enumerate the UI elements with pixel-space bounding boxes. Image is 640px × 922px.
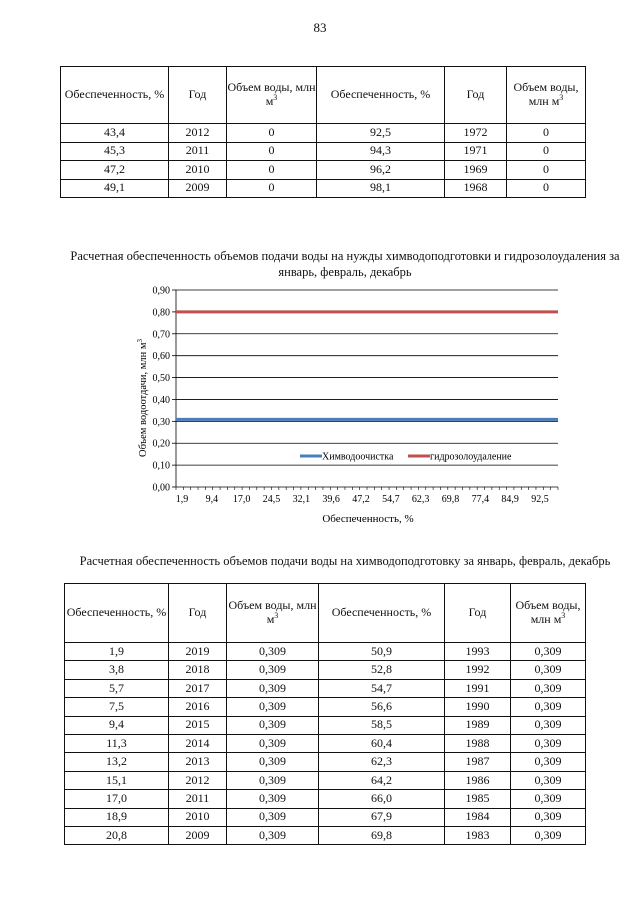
y-axis-label: Объем водоотдачи, млн $м^3$ [136, 338, 149, 458]
table-cell: 17,0 [65, 790, 169, 808]
table-cell: 1987 [445, 753, 511, 771]
table-row [61, 161, 586, 180]
table-cell: 0,309 [227, 771, 319, 789]
table-cell: 50,9 [319, 643, 445, 661]
bottom-table-title: Расчетная обеспеченность объемов подачи воды на химводоподготовку за январь, февраль, декабрь [79, 554, 611, 568]
table-cell: 64,2 [319, 771, 445, 789]
table-cell: 54,7 [319, 679, 445, 697]
y-tick-label: 0,60 [152, 351, 170, 363]
table-cell: 96,2 [317, 161, 445, 180]
table-cell: 47,2 [61, 161, 169, 180]
table-row [65, 826, 586, 844]
x-tick-label: 84,9 [501, 494, 519, 505]
header-cell: Объем воды, млн $м^3$ [227, 67, 317, 124]
table-cell: 1991 [445, 679, 511, 697]
table-cell: 0 [507, 142, 586, 161]
x-tick-label: 24,5 [262, 494, 281, 505]
table-cell: 0,309 [511, 661, 586, 679]
header-cell: Обеспеченность, % [65, 584, 169, 643]
y-tick-label: 0,40 [152, 394, 170, 406]
table-cell: 92,5 [317, 124, 445, 143]
table-cell: 62,3 [319, 753, 445, 771]
table-header-row [61, 67, 586, 124]
bottom-table [64, 583, 586, 845]
table-cell: 9,4 [65, 716, 169, 734]
header-cell: Год [169, 67, 227, 124]
y-tick-label: 0,30 [152, 416, 170, 428]
table-row [65, 716, 586, 734]
y-tick-label: 0,50 [152, 373, 170, 385]
table-cell: 20,8 [65, 826, 169, 844]
table-cell: 49,1 [61, 179, 169, 198]
table-cell: 2009 [169, 826, 227, 844]
table-cell: 0,309 [511, 679, 586, 697]
top-table [60, 66, 586, 198]
table-cell: 1988 [445, 734, 511, 752]
table-header-row [65, 584, 586, 643]
legend-label: Химводоочистка [322, 451, 394, 463]
y-tick-label: 0,00 [152, 482, 170, 494]
table-cell: 0,309 [511, 771, 586, 789]
header-cell: Объем воды, млн $м^3$ [507, 67, 586, 124]
header-cell: Год [445, 584, 511, 643]
table-row [65, 643, 586, 661]
table-cell: 94,3 [317, 142, 445, 161]
table-cell: 0,309 [511, 716, 586, 734]
table-cell: 7,5 [65, 698, 169, 716]
table-cell: 1992 [445, 661, 511, 679]
table-cell: 0 [507, 179, 586, 198]
y-tick-label: 0,90 [152, 285, 170, 297]
table-cell: 45,3 [61, 142, 169, 161]
table-cell: 2016 [169, 698, 227, 716]
table-cell: 0,309 [227, 716, 319, 734]
table-cell: 0,309 [227, 826, 319, 844]
table-cell: 2011 [169, 790, 227, 808]
table-row [65, 734, 586, 752]
table-cell: 0,309 [227, 698, 319, 716]
y-tick-label: 0,70 [152, 329, 170, 341]
table-cell: 2011 [169, 142, 227, 161]
table-cell: 0 [227, 142, 317, 161]
header-cell: Объем воды, млн $м^3$ [511, 584, 586, 643]
y-tick-label: 0,10 [152, 460, 170, 472]
table-cell: 1968 [445, 179, 507, 198]
table-cell: 5,7 [65, 679, 169, 697]
table-cell: 2010 [169, 161, 227, 180]
table-cell: 2009 [169, 179, 227, 198]
table-cell: 0,309 [511, 753, 586, 771]
table-cell: 0,309 [227, 790, 319, 808]
table-cell: 0,309 [511, 826, 586, 844]
x-tick-label: 62,3 [411, 494, 430, 505]
table-cell: 2015 [169, 716, 227, 734]
table-row [65, 808, 586, 826]
table-cell: 0 [227, 161, 317, 180]
y-tick-label: 0,80 [152, 307, 170, 319]
table-cell: 56,6 [319, 698, 445, 716]
table-cell: 0,309 [227, 808, 319, 826]
x-tick-label: 54,7 [382, 494, 400, 505]
table-cell: 67,9 [319, 808, 445, 826]
table-cell: 2010 [169, 808, 227, 826]
table-cell: 0,309 [227, 661, 319, 679]
header-cell: Обеспеченность, % [317, 67, 445, 124]
table-cell: 2019 [169, 643, 227, 661]
table-cell: 1972 [445, 124, 507, 143]
table-cell: 1,9 [65, 643, 169, 661]
x-tick-label: 9,4 [205, 494, 219, 505]
table-cell: 18,9 [65, 808, 169, 826]
table-cell: 60,4 [319, 734, 445, 752]
x-tick-label: 39,6 [322, 494, 340, 505]
table-cell: 1971 [445, 142, 507, 161]
table-cell: 0 [227, 179, 317, 198]
table-cell: 15,1 [65, 771, 169, 789]
x-tick-label: 32,1 [292, 494, 311, 505]
legend-label: гидрозолоудаление [430, 451, 512, 463]
page-number: 83 [313, 20, 327, 35]
table-cell: 1993 [445, 643, 511, 661]
table-cell: 0,309 [227, 734, 319, 752]
x-tick-label: 47,2 [352, 494, 370, 505]
table-cell: 13,2 [65, 753, 169, 771]
table-cell: 58,5 [319, 716, 445, 734]
table-row [65, 661, 586, 679]
table-cell: 43,4 [61, 124, 169, 143]
table-cell: 1969 [445, 161, 507, 180]
table-cell: 0 [507, 161, 586, 180]
table-cell: 2012 [169, 771, 227, 789]
table-cell: 0,309 [511, 808, 586, 826]
table-cell: 2012 [169, 124, 227, 143]
table-cell: 0,309 [227, 679, 319, 697]
header-cell: Обеспеченность, % [319, 584, 445, 643]
header-cell: Объем воды, млн $м^3$ [227, 584, 319, 643]
table-cell: 11,3 [65, 734, 169, 752]
table-row [61, 179, 586, 198]
table-cell: 1983 [445, 826, 511, 844]
table-cell: 0 [227, 124, 317, 143]
table-cell: 2014 [169, 734, 227, 752]
table-cell: 1985 [445, 790, 511, 808]
table-cell: 3,8 [65, 661, 169, 679]
table-row [65, 698, 586, 716]
table-cell: 0 [507, 124, 586, 143]
chart-title: Расчетная обеспеченность объемов подачи воды на нужды химводоподготовки и гидрозолоудаления за январь, февраль, декабрь [70, 249, 620, 279]
table-cell: 1990 [445, 698, 511, 716]
header-cell: Год [169, 584, 227, 643]
header-cell: Год [445, 67, 507, 124]
table-cell: 52,8 [319, 661, 445, 679]
x-tick-label: 77,4 [471, 494, 490, 505]
table-cell: 98,1 [317, 179, 445, 198]
table-cell: 0,309 [511, 734, 586, 752]
table-row [65, 679, 586, 697]
header-cell: Обеспеченность, % [61, 67, 169, 124]
table-row [61, 124, 586, 143]
table-row [65, 771, 586, 789]
y-tick-label: 0,20 [152, 438, 170, 450]
table-cell: 0,309 [511, 698, 586, 716]
table-cell: 1984 [445, 808, 511, 826]
table-cell: 0,309 [511, 643, 586, 661]
x-axis-label: Обеспеченность, % [322, 513, 414, 525]
table-row [61, 142, 586, 161]
table-cell: 0,309 [511, 790, 586, 808]
table-cell: 1986 [445, 771, 511, 789]
table-row [65, 753, 586, 771]
table-row [65, 790, 586, 808]
table-cell: 0,309 [227, 643, 319, 661]
table-cell: 2013 [169, 753, 227, 771]
table-cell: 2018 [169, 661, 227, 679]
table-cell: 66,0 [319, 790, 445, 808]
table-cell: 69,8 [319, 826, 445, 844]
table-cell: 2017 [169, 679, 227, 697]
table-cell: 1989 [445, 716, 511, 734]
x-tick-label: 17,0 [232, 494, 251, 505]
x-tick-label: 69,8 [441, 494, 460, 505]
table-cell: 0,309 [227, 753, 319, 771]
x-tick-label: 1,9 [175, 494, 189, 505]
x-tick-label: 92,5 [531, 494, 549, 505]
